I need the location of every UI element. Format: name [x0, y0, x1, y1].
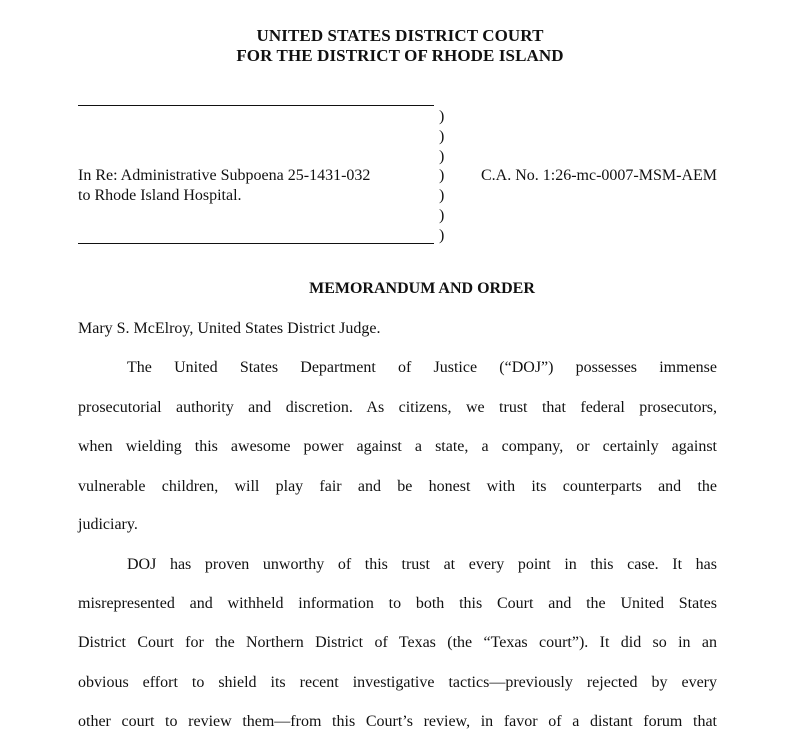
court-name-line-1: UNITED STATES DISTRICT COURT [256, 26, 544, 45]
caption-paren: ) [439, 148, 445, 165]
paragraph-line: DOJ has proven unworthy of this trust at every point in this case. It has [127, 556, 717, 573]
caption-bottom-rule [78, 243, 434, 244]
caption-paren: ) [439, 108, 445, 125]
in-re-line-2: to Rhode Island Hospital. [78, 187, 242, 204]
caption-paren: ) [439, 128, 445, 145]
in-re-line-1: In Re: Administrative Subpoena 25-1431-032 [78, 167, 371, 184]
paragraph-line: prosecutorial authority and discretion. As citizens, we trust that federal prosecutors, [78, 399, 717, 416]
caption-paren: ) [439, 207, 445, 224]
court-name-line-2: FOR THE DISTRICT OF RHODE ISLAND [236, 46, 564, 65]
paragraph-line: misrepresented and withheld information to both this Court and the United States [78, 595, 717, 612]
caption-paren: ) [439, 227, 445, 244]
judge-line: Mary S. McElroy, United States District Judge. [78, 320, 381, 337]
caption-paren: ) [439, 167, 445, 184]
memorandum-heading: MEMORANDUM AND ORDER [309, 280, 535, 297]
paragraph-line: The United States Department of Justice (“DOJ”) possesses immense [127, 359, 717, 376]
paragraph-line: vulnerable children, will play fair and be honest with its counterparts and the [78, 478, 717, 495]
paragraph-line: obvious effort to shield its recent investigative tactics—previously rejected by every [78, 674, 717, 691]
paragraph-line: judiciary. [78, 516, 138, 533]
paragraph-line: when wielding this awesome power against a state, a company, or certainly against [78, 438, 717, 455]
case-number: C.A. No. 1:26-mc-0007-MSM-AEM [481, 167, 717, 184]
caption-paren: ) [439, 187, 445, 204]
caption-top-rule [78, 105, 434, 106]
paragraph-line: District Court for the Northern District of Texas (the “Texas court”). It did so in an [78, 634, 717, 651]
paragraph-line: other court to review them—from this Court’s review, in favor of a distant forum that [78, 713, 717, 730]
